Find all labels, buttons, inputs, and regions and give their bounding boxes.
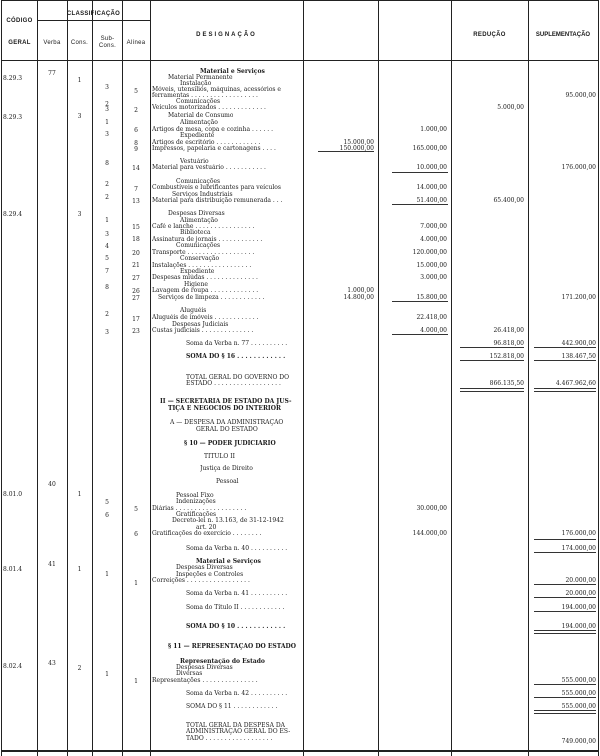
amount-cell: 51.400,00 <box>416 197 447 204</box>
amount-cell: 10.000,00 <box>416 164 447 171</box>
header-top-rule <box>1 0 598 1</box>
designacao-line: Móveis, utensílios, máquinas, acessórios e <box>152 86 281 93</box>
amount-cell: 4.000,00 <box>420 327 447 334</box>
designacao-line: Indenizações <box>176 498 216 505</box>
suplementacao-cell: 749.000,00 <box>561 738 596 745</box>
amount-cell: 150.000,00 <box>339 145 374 152</box>
designacao-line: Instalação <box>180 80 212 87</box>
designacao-line: II — SECRETARIA DE ESTADO DA JUS- <box>160 398 292 405</box>
subcons-cell: 6 <box>105 512 109 519</box>
designacao-line: § 10 — PODER JUDICIÁRIO <box>184 440 276 447</box>
col-rule <box>303 0 304 756</box>
suplementacao-cell: 176.000,00 <box>561 164 596 171</box>
subcons-cell: 3 <box>105 106 109 113</box>
designacao-line: GERAL DO ESTADO <box>196 426 258 433</box>
amount-cell: 3.000,00 <box>420 274 447 281</box>
designacao-line: Representação do Estado <box>180 658 265 665</box>
designacao-line: ESTADO . . . . . . . . . . . . . . . . . . <box>186 380 281 387</box>
suplementacao-cell: 95.000,00 <box>565 92 596 99</box>
sum-rule <box>534 713 596 714</box>
designacao-line: art. 20 <box>196 524 217 531</box>
alinea-cell: 14 <box>132 165 140 172</box>
designacao-line: TIÇA E NEGÓCIOS DO INTERIOR <box>168 405 281 412</box>
designacao-line: TADO . . . . . . . . . . . . . . . . . . <box>186 735 273 742</box>
amount-cell: 120.000,00 <box>412 249 447 256</box>
amount-cell: 30.000,00 <box>416 505 447 512</box>
sum-rule <box>460 388 524 389</box>
alinea-cell: 2 <box>134 107 138 114</box>
designacao-line: Vestuário <box>180 158 209 165</box>
sum-rule <box>534 684 596 685</box>
header-codigo: CÓDIGO <box>6 18 33 24</box>
designacao-line: Aluguéis <box>180 307 207 314</box>
designacao-line: Despesas Diversas <box>176 564 233 571</box>
designacao-line: Despesas Judiciais <box>172 321 229 328</box>
designacao-line: Café e lanche . . . . . . . . . . . . . . . . <box>152 223 255 230</box>
alinea-cell: 18 <box>132 236 140 243</box>
sum-rule <box>392 301 448 302</box>
subcons-cell: 3 <box>105 231 109 238</box>
sum-rule <box>460 391 524 392</box>
col-rule <box>378 0 379 756</box>
suplementacao-cell: 4.467.962,60 <box>555 380 596 387</box>
alinea-cell: 8 <box>134 140 138 147</box>
designacao-line: Material Permanente <box>168 74 233 81</box>
header-designacao: DESIGNAÇÃO <box>196 32 257 38</box>
subcons-cell: 2 <box>105 311 109 318</box>
designacao-line: SOMA DO § 11 . . . . . . . . . . . . <box>186 703 278 710</box>
designacao-line: Representações . . . . . . . . . . . . . . . <box>152 677 258 684</box>
designacao-line: Soma da Verba n. 42 . . . . . . . . . . <box>186 690 288 697</box>
col-rule <box>150 0 151 756</box>
designacao-line: Transporte . . . . . . . . . . . . . . . . . . <box>152 249 255 256</box>
suplementacao-cell: 555.000,00 <box>561 690 596 697</box>
suplementacao-cell: 138.467,50 <box>561 353 596 360</box>
alinea-cell: 7 <box>134 186 138 193</box>
subcons-cell: 1 <box>105 119 109 126</box>
sum-rule <box>460 347 524 348</box>
col-rule <box>598 0 599 756</box>
designacao-line: TOTAL GERAL DA DESPESA DA <box>186 722 285 729</box>
suplementacao-cell: 555.000,00 <box>561 677 596 684</box>
reducao-cell: 26.418,00 <box>493 327 524 334</box>
suplementacao-cell: 194.000,00 <box>561 604 596 611</box>
alinea-cell: 13 <box>132 198 140 205</box>
header-verba: Verba <box>43 40 61 46</box>
verba-cell: 40 <box>48 481 56 488</box>
sum-rule <box>534 584 596 585</box>
designacao-line: Serviços de limpeza . . . . . . . . . . . . <box>158 294 265 301</box>
designacao-line: Soma da Verba n. 41 . . . . . . . . . . <box>186 590 288 597</box>
reducao-cell: 866.135,50 <box>489 380 524 387</box>
designacao-line: Impressos, papelaria e cartonagens . . . . <box>152 145 276 152</box>
subcons-cell: 1 <box>105 571 109 578</box>
designacao-line: Pessoal <box>216 478 239 485</box>
col-rule <box>92 0 93 756</box>
designacao-line: Artigos de mesa, copa e cozinha . . . . . . <box>152 126 273 133</box>
suplementacao-cell: 194.000,00 <box>561 623 596 630</box>
amount-cell: 1.000,00 <box>420 126 447 133</box>
designacao-line: Assinatura de jornais . . . . . . . . . . . . <box>152 236 263 243</box>
alinea-cell: 5 <box>134 88 138 95</box>
designacao-line: TÍTULO II <box>204 453 235 460</box>
header-sub-cons: Sub-Cons. <box>98 36 117 49</box>
subcons-cell: 1 <box>105 217 109 224</box>
designacao-line: Diversas <box>176 670 203 677</box>
amount-cell: 15.800,00 <box>416 294 447 301</box>
alinea-cell: 15 <box>132 224 140 231</box>
suplementacao-cell: 555.000,00 <box>561 703 596 710</box>
header-classificacao: CLASSIFICAÇÃO <box>66 11 121 17</box>
suplementacao-cell: 171.200,00 <box>561 294 596 301</box>
sum-rule <box>392 172 448 173</box>
page-bottom-rule <box>1 750 598 752</box>
reducao-cell: 152.818,00 <box>489 353 524 360</box>
col-rule <box>528 0 529 756</box>
designacao-line: Gratificações <box>176 511 217 518</box>
designacao-line: Soma do Título II . . . . . . . . . . . . <box>186 604 285 611</box>
designacao-line: SOMA DO § 16 . . . . . . . . . . . . <box>186 353 286 360</box>
header-suplementacao: SUPLEMENTAÇÃO <box>535 32 591 38</box>
codigo-cell: 8.29.4 <box>3 211 23 218</box>
designacao-line: Material de Consumo <box>168 112 234 119</box>
designacao-line: Biblioteca <box>180 229 211 236</box>
designacao-line: Comunicações <box>176 242 221 249</box>
sum-rule <box>534 611 596 612</box>
designacao-line: Lavagem de roupa . . . . . . . . . . . . . <box>152 287 259 294</box>
reducao-cell: 65.400,00 <box>493 197 524 204</box>
designacao-line: Decreto-lei n. 13.163, de 31-12-1942 <box>172 517 284 524</box>
verba-cell: 43 <box>48 660 56 667</box>
designacao-line: Veículos motorizados . . . . . . . . . . . . . <box>152 104 266 111</box>
designacao-line: Material para distribuição remunerada . . . <box>152 197 283 204</box>
amount-cell: 4.000,00 <box>420 236 447 243</box>
sum-rule <box>534 388 596 389</box>
amount-cell: 14.800,00 <box>343 294 374 301</box>
alinea-cell: 26 <box>132 288 140 295</box>
designacao-line: Comunicações <box>176 178 221 185</box>
amount-cell: 15.000,00 <box>416 262 447 269</box>
suplementacao-cell: 176.000,00 <box>561 530 596 537</box>
designacao-line: Diárias . . . . . . . . . . . . . . . . . . . <box>152 505 247 512</box>
designacao-line: A — DESPESA DA ADMINISTRAÇÃO <box>170 419 284 426</box>
reducao-cell: 96.818,00 <box>493 340 524 347</box>
designacao-line: Combustíveis e lubrificantes para veículos <box>152 184 281 191</box>
codigo-cell: 8.29.3 <box>3 75 23 82</box>
amount-cell: 165.000,00 <box>412 145 447 152</box>
designacao-line: ADMINISTRAÇÃO GERAL DO ES- <box>186 728 291 735</box>
header-bottom-rule <box>1 60 598 61</box>
sum-rule <box>534 552 596 553</box>
subcons-cell: 7 <box>105 268 109 275</box>
designacao-line: § 11 — REPRESENTAÇÃO DO ESTADO <box>168 643 296 650</box>
sum-rule <box>534 710 596 711</box>
col-rule <box>451 0 452 756</box>
designacao-line: Inspeções e Controles <box>176 571 244 578</box>
cons-cell: 1 <box>77 491 82 498</box>
reducao-cell: 5.000,00 <box>497 104 524 111</box>
subcons-cell: 3 <box>105 131 109 138</box>
alinea-cell: 27 <box>132 295 140 302</box>
col-rule <box>37 0 38 756</box>
designacao-line: Pessoal Fixo <box>176 492 214 499</box>
alinea-cell: 27 <box>132 275 140 282</box>
cons-cell: 3 <box>77 113 82 120</box>
header-reducao: REDUÇÃO <box>473 32 506 38</box>
designacao-line: Expediente <box>180 268 215 275</box>
alinea-cell: 6 <box>134 127 138 134</box>
designacao-line: Aluguéis de imóveis . . . . . . . . . . . . <box>152 314 259 321</box>
amount-cell: 1.000,00 <box>347 287 374 294</box>
header-geral: GERAL <box>8 40 31 46</box>
designacao-line: Comunicações <box>176 98 221 105</box>
designacao-line: Soma da Verba n. 40 . . . . . . . . . . <box>186 545 288 552</box>
codigo-cell: 8.01.4 <box>3 566 23 573</box>
alinea-cell: 5 <box>134 506 138 513</box>
designacao-line: Justiça de Direito <box>200 465 253 472</box>
classificacao-rule <box>37 20 150 21</box>
verba-cell: 41 <box>48 561 56 568</box>
designacao-line: Despesas Diversas <box>168 210 225 217</box>
header-alinea: Alínea <box>126 40 146 46</box>
designacao-line: Despesas Diversas <box>176 664 233 671</box>
sum-rule <box>460 360 524 361</box>
designacao-line: Expediente <box>180 132 215 139</box>
sum-rule <box>534 697 596 698</box>
alinea-cell: 9 <box>134 146 138 153</box>
designacao-line: Despesas miúdas . . . . . . . . . . . . . . <box>152 274 258 281</box>
suplementacao-cell: 20.000,00 <box>565 577 596 584</box>
cons-cell: 1 <box>77 77 82 84</box>
designacao-line: Higiene <box>184 281 208 288</box>
designacao-line: Instalações . . . . . . . . . . . . . . . . . <box>152 262 252 269</box>
alinea-cell: 1 <box>134 580 138 587</box>
subcons-cell: 5 <box>105 499 109 506</box>
amount-cell: 15.000,00 <box>343 139 374 146</box>
subcons-cell: 1 <box>105 671 109 678</box>
designacao-line: Correições . . . . . . . . . . . . . . . . . <box>152 577 250 584</box>
subcons-cell: 3 <box>105 84 109 91</box>
designacao-line: Material para vestuário . . . . . . . . . . . <box>152 164 266 171</box>
designacao-line: Serviços Industriais <box>172 191 233 198</box>
designacao-line: Material e Serviços <box>196 558 261 565</box>
subcons-cell: 8 <box>105 284 109 291</box>
amount-cell: 7.000,00 <box>420 223 447 230</box>
amount-cell: 14.000,00 <box>416 184 447 191</box>
designacao-line: Gratificações do exercício . . . . . . . . <box>152 530 262 537</box>
designacao-line: Alimentação <box>180 217 218 224</box>
codigo-cell: 8.01.0 <box>3 491 23 498</box>
designacao-line: ferramentas . . . . . . . . . . . . . . . . . . <box>152 92 258 99</box>
cons-cell: 2 <box>77 665 82 672</box>
subcons-cell: 5 <box>105 255 109 262</box>
designacao-line: TOTAL GERAL DO GOVERNO DO <box>186 374 290 381</box>
verba-cell: 77 <box>48 70 56 77</box>
designacao-line: SOMA DO § 10 . . . . . . . . . . . . <box>186 623 286 630</box>
subcons-cell: 2 <box>105 181 109 188</box>
subcons-cell: 4 <box>105 243 109 250</box>
sum-rule <box>318 151 374 152</box>
subcons-cell: 2 <box>105 101 109 108</box>
cons-cell: 1 <box>77 566 82 573</box>
sum-rule <box>534 597 596 598</box>
sum-rule <box>534 391 596 392</box>
sum-rule <box>392 334 448 335</box>
cons-cell: 3 <box>77 211 82 218</box>
subcons-cell: 3 <box>105 329 109 336</box>
header-cons: Cons. <box>70 40 89 46</box>
suplementacao-cell: 20.000,00 <box>565 590 596 597</box>
alinea-cell: 6 <box>134 531 138 538</box>
sum-rule <box>534 630 596 631</box>
sum-rule <box>534 360 596 361</box>
alinea-cell: 20 <box>132 250 140 257</box>
subcons-cell: 2 <box>105 194 109 201</box>
alinea-cell: 17 <box>132 316 140 323</box>
suplementacao-cell: 174.000,00 <box>561 545 596 552</box>
sum-rule <box>534 633 596 634</box>
designacao-line: Material e Serviços <box>200 68 265 75</box>
sum-rule <box>392 204 448 205</box>
designacao-line: Conservação <box>180 255 220 262</box>
designacao-line: Alimentação <box>180 119 218 126</box>
alinea-cell: 23 <box>132 328 140 335</box>
amount-cell: 144.000,00 <box>412 530 447 537</box>
alinea-cell: 21 <box>132 262 140 269</box>
subcons-cell: 8 <box>105 160 109 167</box>
designacao-line: Artigos de escritório . . . . . . . . . . . . <box>152 139 261 146</box>
designacao-line: Custas judiciais . . . . . . . . . . . . . . <box>152 327 254 334</box>
sum-rule <box>534 347 596 348</box>
codigo-cell: 8.02.4 <box>3 663 23 670</box>
suplementacao-cell: 442.900,00 <box>561 340 596 347</box>
col-rule <box>1 0 2 756</box>
designacao-line: Soma da Verba n. 77 . . . . . . . . . . <box>186 340 288 347</box>
amount-cell: 22.418,00 <box>416 314 447 321</box>
alinea-cell: 1 <box>134 678 138 685</box>
codigo-cell: 8.29.3 <box>3 114 23 121</box>
sum-rule <box>534 539 596 540</box>
